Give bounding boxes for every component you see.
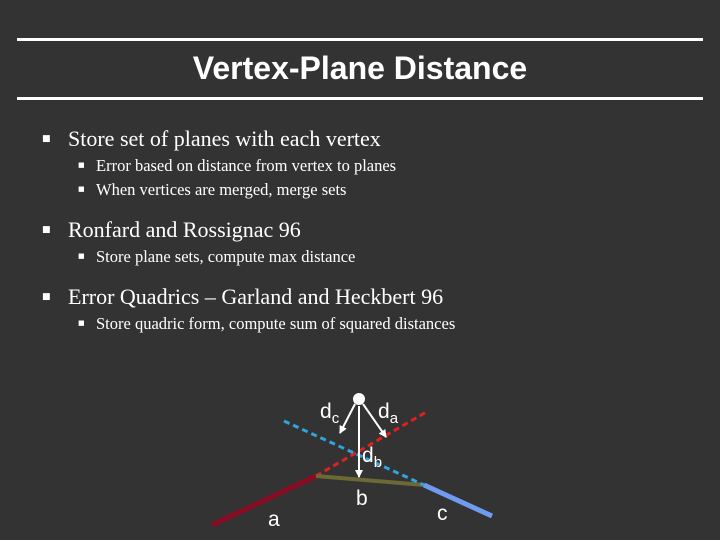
bullet-1-sub-1-text: Error based on distance from vertex to planes [96, 156, 397, 175]
bullet-1-sub-2-text: When vertices are merged, merge sets [96, 180, 347, 199]
label-da: $d_a$ [378, 400, 399, 427]
label-dc: $d_c$ [320, 400, 340, 427]
bullet-1-text: Store set of planes with each vertex [68, 126, 381, 151]
label-b: b [356, 487, 368, 510]
distance-c-arrow [340, 404, 355, 433]
vertex-point [353, 393, 365, 405]
square-bullet-icon: ■ [42, 133, 51, 144]
bullet-2-sub-1-text: Store plane sets, compute max distance [96, 247, 356, 266]
bullet-3-text: Error Quadrics – Garland and Heckbert 96 [68, 284, 444, 309]
label-db: $d_b$ [362, 444, 383, 471]
square-bullet-icon: ■ [42, 291, 51, 302]
slide-title: Vertex-Plane Distance [192, 50, 528, 86]
plane-a-line [212, 476, 316, 525]
square-bullet-icon: ■ [78, 185, 85, 194]
plane-c-line [424, 485, 492, 516]
square-bullet-icon: ■ [78, 319, 85, 328]
square-bullet-icon: ■ [42, 224, 51, 235]
plane-b-line [316, 476, 424, 485]
square-bullet-icon: ■ [78, 252, 85, 261]
bullet-3-sub-1-text: Store quadric form, compute sum of squared distances [96, 314, 456, 333]
label-a: a [268, 508, 280, 531]
label-c: c [437, 502, 448, 525]
bullet-2-text: Ronfard and Rossignac 96 [68, 217, 301, 242]
square-bullet-icon: ■ [78, 161, 85, 170]
